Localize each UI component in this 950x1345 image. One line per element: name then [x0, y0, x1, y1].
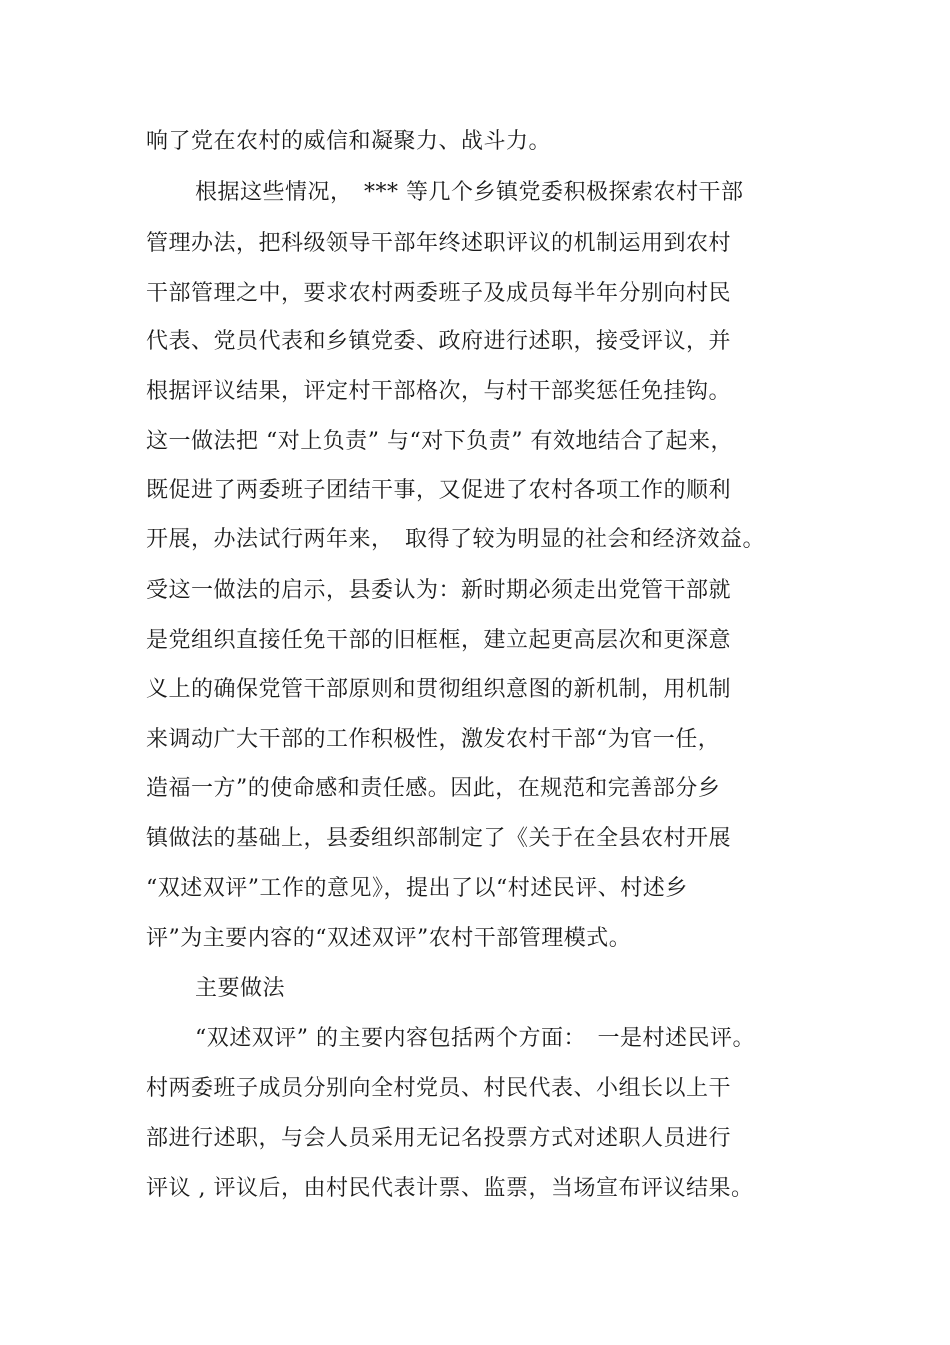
text-line-13: 来调动广大干部的工作积极性，激发农村干部“为官一任， — [146, 727, 721, 752]
section-heading: 主要做法 — [195, 976, 286, 1001]
text-line-10: 受这一做法的启示，县委认为：新时期必须走出党管干部就 — [146, 578, 732, 603]
text-line-8: 既促进了两委班子团结干事，又促进了农村各项工作的顺利 — [146, 478, 732, 503]
text-line-5: 代表、党员代表和乡镇党委、政府进行述职，接受评议，并 — [146, 329, 732, 354]
text-line-22: 评议 , 评议后，由村民代表计票、监票，当场宣布评议结果。 — [146, 1176, 754, 1201]
text-line-2: 根据这些情况， *** 等几个乡镇党委积极探索农村干部 — [195, 180, 744, 205]
text-line-20: 村两委班子成员分别向全村党员、村民代表、小组长以上干 — [146, 1076, 732, 1101]
text-line-7: 这一做法把 “对上负责” 与“对下负责” 有效地结合了起来， — [146, 429, 733, 454]
text-line-14: 造福一方”的使命感和责任感。因此，在规范和完善部分乡 — [146, 776, 721, 801]
text-line-11: 是党组织直接任免干部的旧框框，建立起更高层次和更深意 — [146, 628, 732, 653]
text-line-19: “双述双评” 的主要内容包括两个方面： 一是村述民评。 — [195, 1026, 755, 1051]
text-line-9: 开展，办法试行两年来， 取得了较为明显的社会和经济效益。 — [146, 527, 766, 552]
text-line-15: 镇做法的基础上，县委组织部制定了《关于在全县农村开展 — [146, 826, 732, 851]
text-line-21: 部进行述职，与会人员采用无记名投票方式对述职人员进行 — [146, 1126, 732, 1151]
text-line-3: 管理办法，把科级领导干部年终述职评议的机制运用到农村 — [146, 231, 732, 256]
text-line-12: 义上的确保党管干部原则和贯彻组织意图的新机制，用机制 — [146, 677, 732, 702]
text-line-16: “双述双评”工作的意见》，提出了以“村述民评、村述乡 — [146, 876, 688, 901]
text-line-4: 干部管理之中，要求农村两委班子及成员每半年分别向村民 — [146, 281, 732, 306]
text-line-1: 响了党在农村的威信和凝聚力、战斗力。 — [146, 129, 552, 154]
text-line-6: 根据评议结果，评定村干部格次，与村干部奖惩任免挂钩。 — [146, 379, 732, 404]
text-line-17: 评”为主要内容的“双述双评”农村干部管理模式。 — [146, 926, 632, 951]
